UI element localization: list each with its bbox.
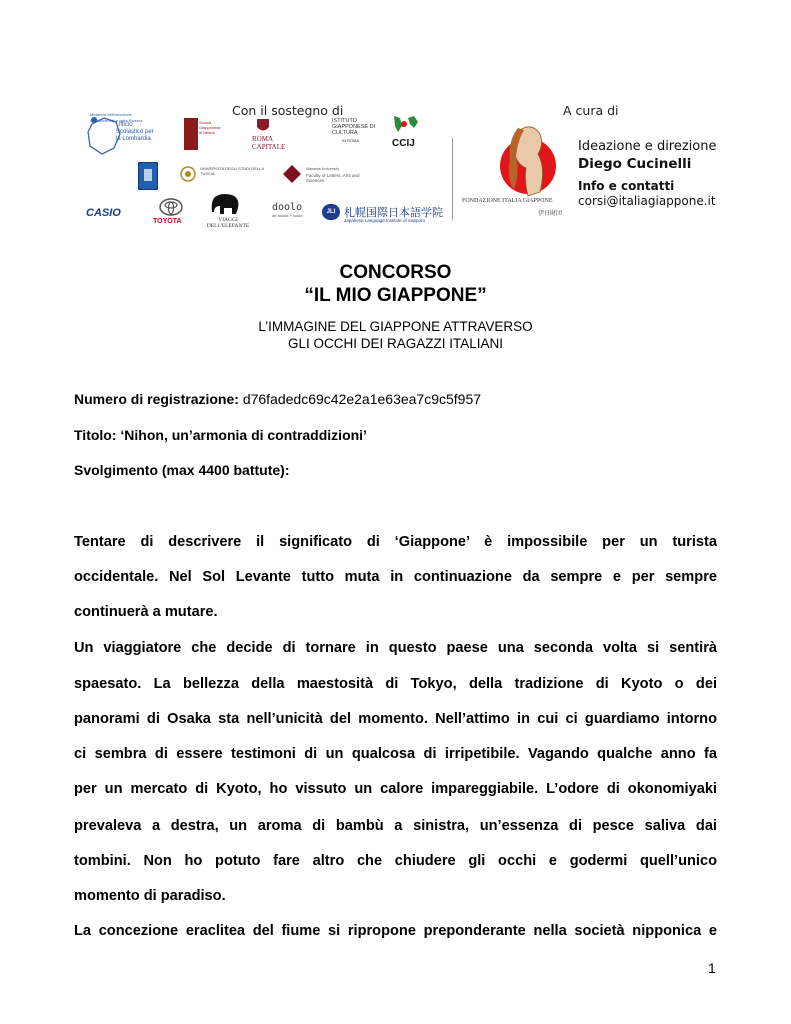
registration-label: Numero di registrazione: (74, 391, 239, 407)
elephant-icon (210, 192, 242, 216)
body-line: per un mercato di Kyoto, ho vissuto un calore impareggiabile. L’odore di okonomiyaki (74, 781, 717, 797)
body-line: Un viaggiatore che decide di tornare in questo paese una seconda volta si sentirà (74, 640, 717, 656)
body-line: ci sembra di essere testimoni di un qualcosa di irripetibile. Vagando qualche anno fa (74, 746, 717, 762)
body-line: spaesato. La bellezza della maestosità di Tokyo, della tradizione di Kyoto o dei (74, 676, 717, 692)
subtitle-line-2: GLI OCCHI DEI RAGAZZI ITALIANI (287, 336, 504, 351)
ufficio-scolastico-logo: Ministero dell'Istruzione, dell'Università e della Ricerca Ufficio Scolastico per la Lombardia (84, 112, 154, 160)
italy-japan-map-icon (390, 114, 420, 136)
blue-crest-logo (138, 162, 158, 190)
header-divider (452, 138, 453, 220)
curated-label: A cura di (563, 103, 619, 118)
university-seal-icon (180, 166, 196, 182)
body-line: continuerà a mutare. (74, 604, 218, 620)
universita-tuscia-logo: UNIVERSITÀ DEGLI STUDI DELLA TUSCIA (180, 164, 264, 188)
waseda-emblem-icon (282, 164, 302, 184)
toyota-logo: TOYOTA (151, 198, 191, 230)
body-line: prevaleva a destra, un aroma di bambù a sinistra, un’essenza di pesce saliva dai (74, 818, 717, 834)
casio-logo: CASIO (86, 207, 121, 219)
development-field (74, 462, 290, 478)
venus-red-sun-icon (480, 120, 580, 200)
ccij-logo: CCIJ (390, 114, 424, 154)
crest-icon (139, 163, 157, 189)
direction-label: Ideazione e direzione (578, 139, 717, 154)
jli-logo: JLI 札幌国際日本語学院 Japanese Language Institute of Sapporo (322, 204, 438, 226)
viaggi-elefante-logo: VIAGGI DELL'ELEFANTE (204, 192, 248, 232)
body-line: La concezione eraclitea del fiume si ripropone preponderante nella società nipponica e (74, 923, 717, 939)
contact-label: Info e contatti (578, 179, 675, 193)
body-line: occidentale. Nel Sol Levante tutto muta in continuazione da sempre e per sempre (74, 569, 717, 585)
scuola-giapponese-logo: Scuola Giapponese di Milano (184, 118, 220, 150)
waseda-logo: Waseda University Faculty of Letters, Arts and Sciences (282, 164, 362, 188)
development-label: Svolgimento (max 4400 battute): (74, 462, 290, 478)
fondazione-italia-giappone-logo: FONDAZIONE ITALIA GIAPPONE 伊日財団 (462, 120, 572, 220)
roma-capitale-logo: ROMA CAPITALE (252, 118, 300, 154)
support-label: Con il sostegno di (232, 103, 344, 118)
registration-value: d76fadedc69c42e2a1e63ea7c9c5f957 (242, 391, 482, 407)
contact-email: corsi@italiagiappone.it (578, 194, 716, 208)
doolo-logo: doolo art books + sushi (272, 202, 303, 218)
contest-name: “IL MIO GIAPPONE” (304, 285, 487, 306)
body-line: panorami di Osaka sta nell’unicità del momento. Nell’attimo in cui ci guardiamo intorno (74, 711, 717, 727)
contest-title: CONCORSO (339, 262, 452, 283)
director-name: Diego Cucinelli (578, 156, 692, 172)
subtitle-line-1: L’IMMAGINE DEL GIAPPONE ATTRAVERSO (258, 319, 533, 334)
registration-field (74, 391, 481, 407)
body-line: momento di paradiso. (74, 888, 226, 904)
roma-shield-icon (256, 118, 270, 134)
body-line: Tentare di descrivere il significato di ‘Giappone’ è impossibile per un turista (74, 534, 717, 550)
toyota-emblem-icon (159, 198, 183, 216)
istituto-giapponese-logo: ISTITUTO GIAPPONESE DI CULTURA IN ROMA (332, 118, 376, 143)
page-number: 1 (708, 960, 716, 976)
jli-badge-icon: JLI (322, 204, 340, 220)
essay-title-field (74, 427, 367, 443)
essay-title: Titolo: ‘Nihon, un’armonia di contraddizioni’ (74, 427, 367, 443)
body-line: tombini. Non ho potuto fare altro che chiudere gli occhi e godermi quell’unico (74, 853, 717, 869)
